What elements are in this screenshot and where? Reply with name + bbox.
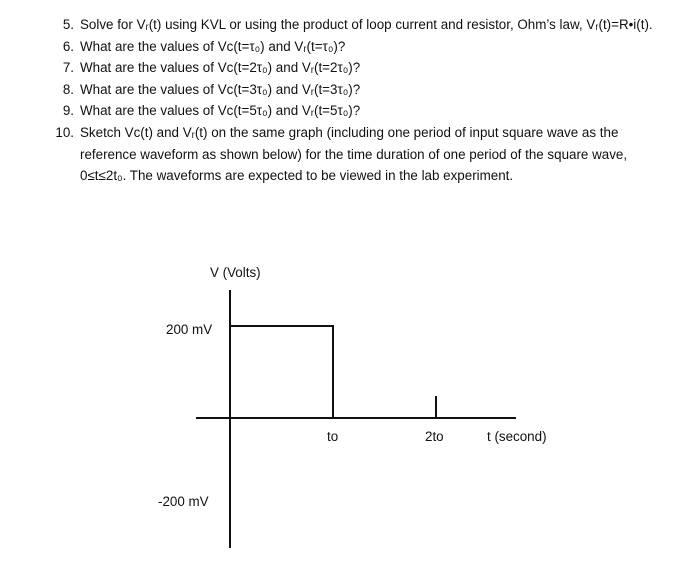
question-text: What are the values of Vc(t=5τ₀) and Vᵣ(t=5τ₀)? (80, 103, 361, 119)
question-number: 7. (62, 60, 74, 76)
question-8 (52, 79, 682, 101)
question-text: What are the values of Vc(t=3τ₀) and Vᵣ(t=3τ₀)? (80, 81, 361, 97)
question-6 (52, 36, 682, 58)
square-wave-pulse (230, 326, 333, 418)
x-tick-label-to: to (327, 429, 339, 444)
question-number: 6. (62, 38, 74, 54)
question-text: Sketch Vc(t) and Vᵣ(t) on the same graph (including one period of input square wave as the reference waveform as shown below) for the time duration of one period of the square wave, 0≤t≤2t₀. The waveforms are expected to be viewed in the lab experiment. (80, 124, 628, 184)
question-list (52, 14, 682, 187)
question-9 (52, 100, 682, 122)
question-number: 5. (62, 17, 74, 32)
y-tick-label-top: 200 mV (166, 322, 213, 337)
question-5 (52, 14, 682, 36)
question-7 (52, 57, 682, 79)
question-text: Solve for Vᵣ(t) using KVL or using the product of loop current and resistor, Ohm’s law, Vᵣ(t)=R•i(t). (80, 17, 653, 32)
question-text: What are the values of Vc(t=2τ₀) and Vᵣ(t=2τ₀)? (80, 60, 361, 76)
question-number: 9. (62, 103, 74, 119)
y-tick-label-bottom: -200 mV (158, 494, 209, 509)
question-text: What are the values of Vc(t=τ₀) and Vᵣ(t=τ₀)? (80, 38, 346, 54)
x-tick-label-2to: 2to (425, 429, 444, 444)
question-number: 10. (55, 124, 74, 140)
x-axis-label: t (second) (487, 429, 547, 444)
question-10 (52, 122, 682, 187)
question-number: 8. (62, 81, 74, 97)
y-axis-label: V (Volts) (210, 265, 261, 280)
